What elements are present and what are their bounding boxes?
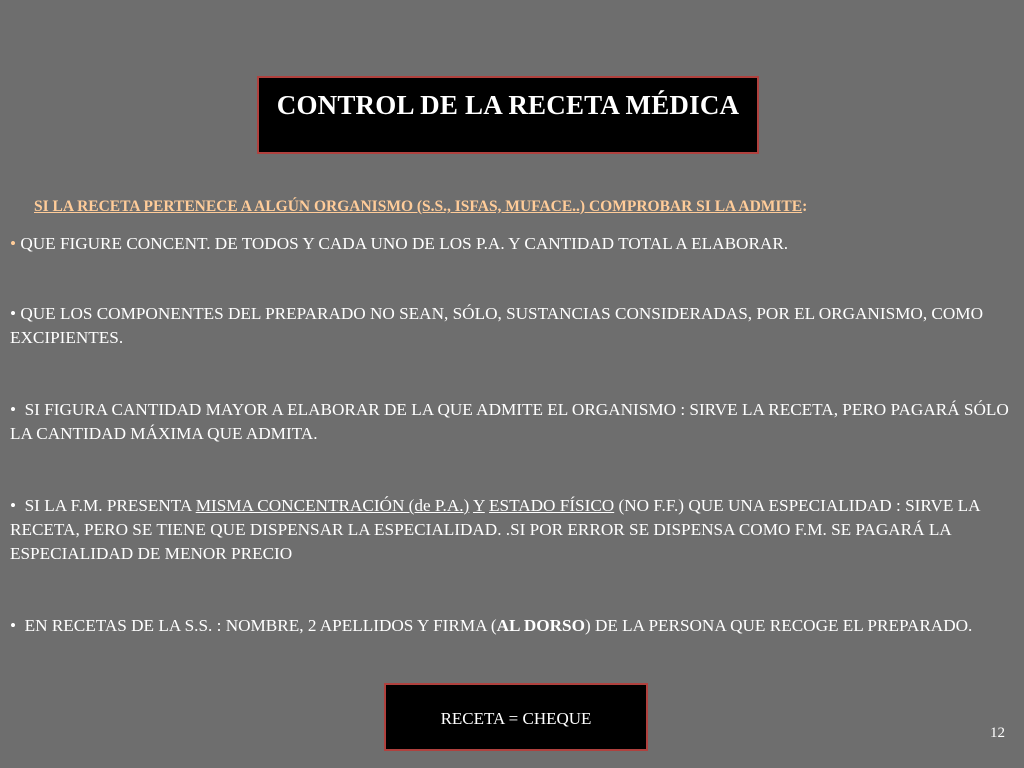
- bullet-4: [10, 494, 1010, 566]
- bullet-1-text: QUE FIGURE CONCENT. DE TODOS Y CADA UNO DE LOS P.A. Y CANTIDAD TOTAL A ELABORAR.: [20, 234, 789, 253]
- subtitle-colon: :: [802, 198, 808, 215]
- bullet-3: [10, 398, 1010, 446]
- bullet-4-text-1: SI LA F.M. PRESENTA: [24, 496, 196, 515]
- bullet-5-text-2: ) DE LA PERSONA QUE RECOGE EL PREPARADO.: [584, 616, 973, 635]
- bullet-5: [10, 614, 1010, 638]
- page-number: 12: [990, 725, 1005, 741]
- slide-title: CONTROL DE LA RECETA MÉDICA: [276, 90, 740, 120]
- bullet-4-text-4: (NO F.F.) QUE UNA ESPECIALIDAD : SIRVE LA RECETA, PERO SE TIENE QUE DISPENSAR LA ESPECIALIDAD. .SI POR ERROR SE DISPENSA COMO F.M. SE PAGARÁ LA ESPECIALIDAD DE MENOR PRECIO: [10, 496, 980, 563]
- receta-cheque-box: [384, 683, 648, 751]
- bullet-4-marker: •: [10, 496, 17, 515]
- bullet-5-marker: •: [10, 616, 17, 635]
- bullet-4-underline-concentracion: MISMA CONCENTRACIÓN (de P.A.): [195, 496, 470, 515]
- bullet-4-underline-estado: ESTADO FÍSICO: [489, 496, 615, 515]
- title-box: [257, 76, 759, 154]
- bullet-3-text: SI FIGURA CANTIDAD MAYOR A ELABORAR DE LA QUE ADMITE EL ORGANISMO : SIRVE LA RECETA, PERO PAGARÁ SÓLO LA CANTIDAD MÁXIMA QUE ADMITA.: [10, 400, 1009, 443]
- bullet-1: [10, 232, 1010, 256]
- bullet-2-text: QUE LOS COMPONENTES DEL PREPARADO NO SEAN, SÓLO, SUSTANCIAS CONSIDERADAS, POR EL ORGANISMO, COMO EXCIPIENTES.: [10, 304, 983, 347]
- bullet-4-underline-y: Y: [472, 496, 485, 515]
- bullet-2: [10, 302, 1010, 350]
- bullet-5-text-1: EN RECETAS DE LA S.S. : NOMBRE, 2 APELLIDOS Y FIRMA (: [24, 616, 497, 635]
- bullet-1-marker: •: [10, 234, 17, 253]
- bullet-5-bold-al-dorso: AL DORSO: [496, 616, 585, 635]
- subtitle: [34, 198, 994, 216]
- subtitle-text: SI LA RECETA PERTENECE A ALGÚN ORGANISMO (S.S., ISFAS, MUFACE..) COMPROBAR SI LA ADMITE: [34, 198, 803, 215]
- bullet-3-marker: •: [10, 400, 17, 419]
- bullet-2-marker: •: [10, 304, 17, 323]
- receta-cheque-label: RECETA = CHEQUE: [440, 709, 592, 728]
